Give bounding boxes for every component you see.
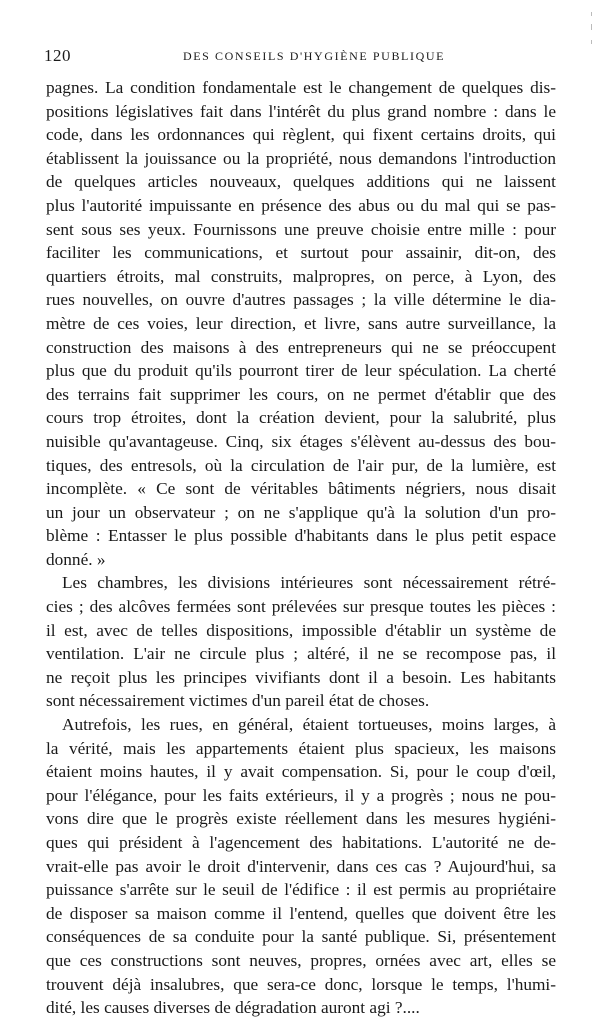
paragraph — [46, 571, 556, 713]
text-line: ques qui président à l'agencement des habitations. L'autorité ne de- — [46, 833, 556, 852]
text-line: code, dans les ordonnances qui règlent, qui fixent certains droits, qui — [46, 125, 556, 145]
text-line: conséquences de sa conduite pour la santé publique. Si, présentement — [46, 927, 556, 947]
text-line: mètre de ces voies, leur direction, et livre, sans autre surveillance, la — [46, 313, 556, 333]
page-number: 120 — [44, 46, 71, 65]
text-line: sont nécessairement victimes d'un pareil état de choses. — [46, 691, 430, 711]
text-line: pour l'élégance, pour les faits extérieurs, il y a progrès ; nous ne pou- — [46, 785, 556, 805]
text-line: vons dire que le progrès existe réellement dans les mesures hygiéni- — [46, 809, 556, 829]
text-line: de quelques articles nouveaux, quelques additions qui ne laissent — [46, 172, 556, 192]
text-line: incomplète. « Ce sont de véritables bâtiments négriers, nous disait — [46, 479, 556, 499]
text-line: il est, avec de telles dispositions, impossible d'établir un système de — [46, 620, 556, 640]
text-line: sent sous ses yeux. Fournissons une preuve choisie entre mille : pour — [46, 219, 556, 239]
text-line: dité, les causes diverses de dégradation auront agi ?.... — [46, 998, 420, 1018]
text-line: pagnes. La condition fondamentale est le changement de quelques dis- — [46, 78, 556, 97]
text-line: cours trop étroites, dont la création devient, pour la salubrité, plus — [46, 408, 556, 428]
text-line: rues nouvelles, on ouvre d'autres passages ; la ville détermine le dia- — [46, 290, 556, 310]
text-line: la vérité, mais les appartements étaient plus spacieux, les maisons — [46, 738, 556, 758]
text-line: plus que du produit qu'ils pourront tirer de leur spéculation. La cherté — [46, 361, 556, 381]
text-line: faciliter les communications, et surtout pour assainir, dit-on, des — [46, 243, 556, 263]
text-line: positions législatives fait dans l'intérêt du plus grand nombre : dans le — [46, 101, 556, 121]
paragraph — [46, 713, 556, 1020]
text-line: établissent la jouissance ou la propriété, nous demandons l'introduction — [46, 148, 556, 168]
text-line: construction des maisons à des entrepreneurs qui ne se préoccupent — [46, 337, 556, 357]
text-line: nuisible qu'avantageuse. Cinq, six étages s'élèvent au-dessus des bou- — [46, 431, 556, 451]
text-line: tiques, des entresols, où la circulation de l'air pur, de la lumière, est — [46, 455, 556, 475]
text-line: étaient moins hautes, il y avait compensation. Si, pour le coup d'œil, — [46, 762, 556, 782]
text-line: plus l'autorité impuissante en présence des abus ou du mal qui se pas- — [46, 195, 556, 215]
gutter-mark — [591, 24, 592, 30]
text-line: quartiers étroits, mal construits, malpropres, on perce, à Lyon, des — [46, 266, 556, 286]
text-line: ventilation. L'air ne circule plus ; altéré, il ne se recompose pas, il — [46, 644, 556, 664]
text-line: cies ; des alcôves fermées sont prélevées sur presque toutes les pièces : — [46, 597, 556, 617]
gutter-mark — [591, 40, 592, 44]
text-line: vrait-elle pas avoir le droit d'intervenir, dans ces cas ? Aujourd'hui, sa — [46, 856, 556, 876]
body-text — [46, 76, 556, 1020]
text-line: de disposer sa maison comme il l'entend, quelles que doivent être les — [46, 903, 556, 923]
text-line: ne reçoit plus les principes vivifiants dont il a besoin. Les habitants — [46, 667, 556, 687]
text-line: Autrefois, les rues, en général, étaient tortueuses, moins larges, à — [62, 715, 556, 735]
text-line: puissance s'arrête sur le seuil de l'édifice : il est permis au propriétaire — [46, 880, 556, 900]
text-line: blème : Entasser le plus possible d'habitants dans le plus petit espace — [46, 526, 556, 546]
text-line: un jour un observateur ; on ne s'applique qu'à la solution d'un pro- — [46, 502, 556, 522]
text-line: Les chambres, les divisions intérieures sont nécessairement rétré- — [62, 573, 556, 593]
text-line: des terrains fait supprimer les cours, on ne permet d'établir que des — [46, 384, 556, 404]
running-head: DES CONSEILS D'HYGIÈNE PUBLIQUE — [182, 49, 446, 63]
gutter-mark — [591, 12, 592, 16]
paragraph — [46, 76, 556, 571]
text-line: donné. » — [46, 549, 106, 569]
text-line: trouvent déjà insalubres, que sera-ce donc, lorsque le temps, l'humi- — [46, 974, 556, 994]
page-header — [44, 46, 558, 68]
text-line: que ces constructions sont neuves, propres, ornées avec art, elles se — [46, 950, 556, 970]
